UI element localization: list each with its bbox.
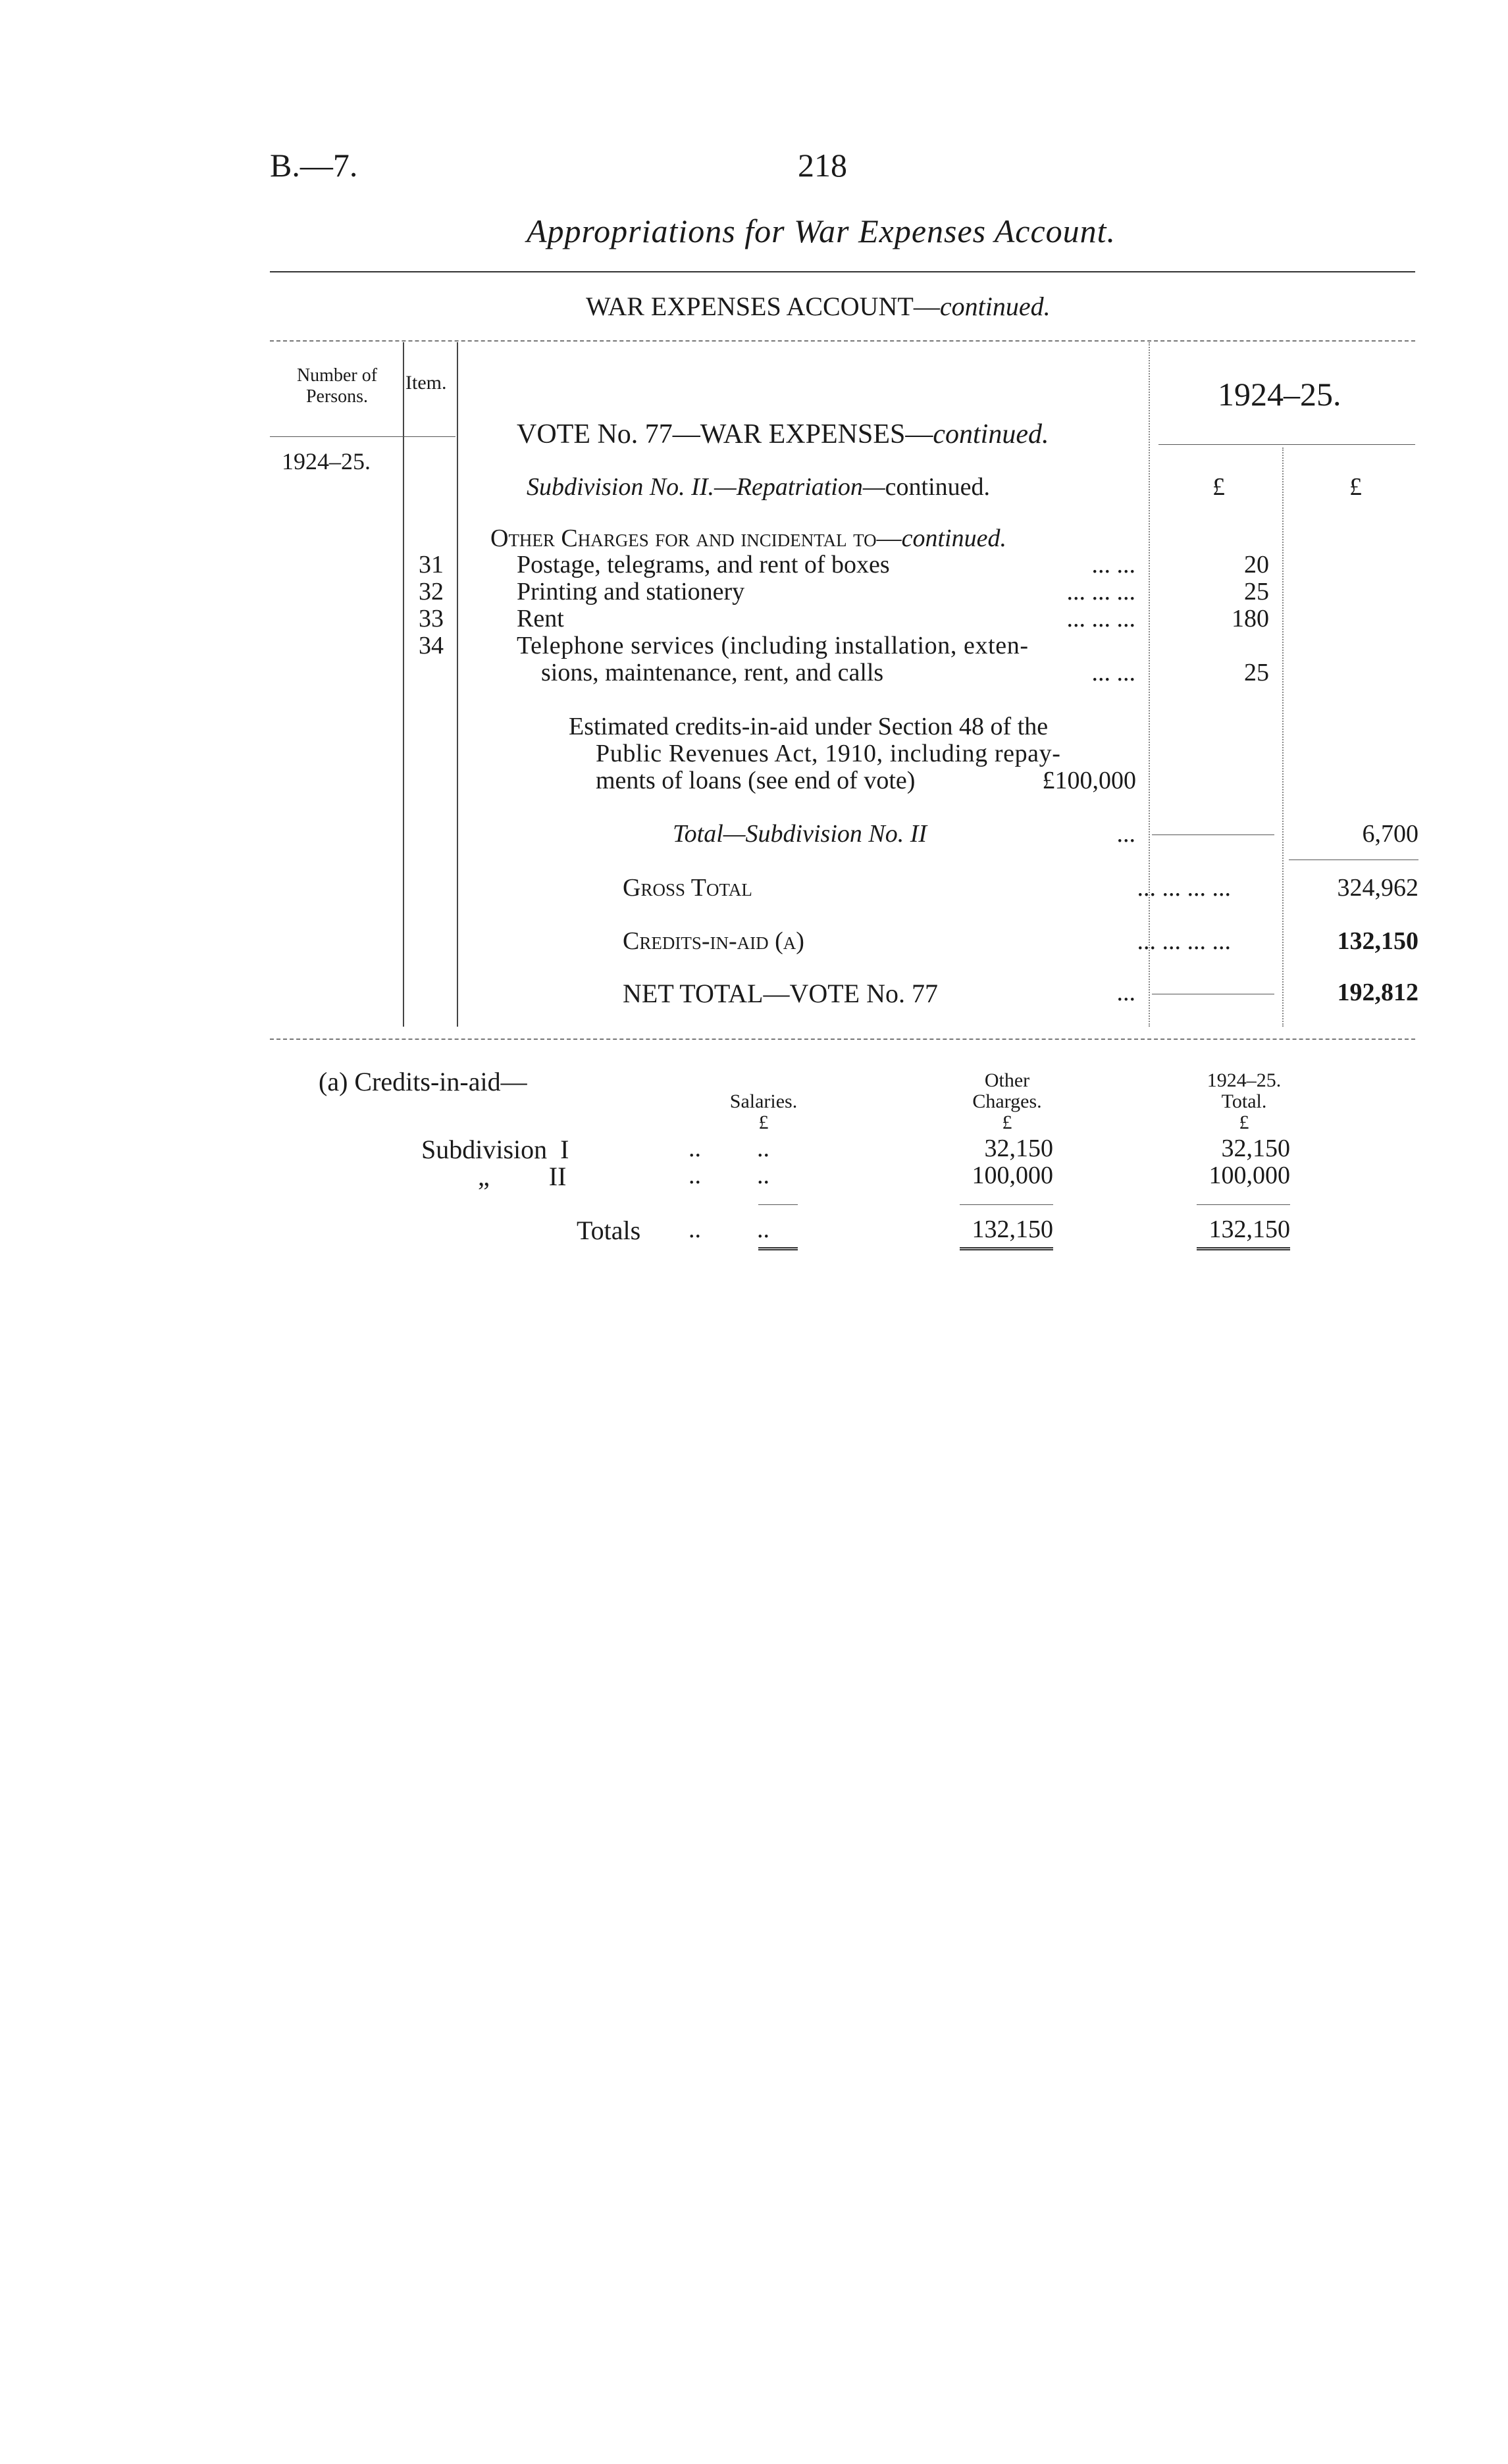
item-label: Printing and stationery <box>517 578 745 605</box>
pound-sign-total: £ <box>1349 473 1362 501</box>
item-number: 34 <box>419 632 444 659</box>
footnote-total-double-rule <box>1197 1247 1290 1250</box>
footnote-totals-dots: .. <box>689 1216 701 1243</box>
item-amount: 25 <box>1244 578 1269 605</box>
item-amount: 25 <box>1244 659 1269 686</box>
footnote-row-total: 32,150 <box>1221 1135 1290 1162</box>
year-header-rule <box>1158 444 1415 445</box>
footnote-salaries-header: Salaries. £ <box>711 1091 816 1133</box>
item-number: 31 <box>419 551 444 578</box>
gross-total-value: 324,962 <box>1337 874 1418 902</box>
year-header: 1924–25. <box>1218 376 1341 413</box>
section-title <box>586 291 1051 322</box>
footnote-row-label: Subdivision I <box>421 1135 569 1164</box>
table-bottom-rule <box>270 1039 1415 1040</box>
item-label: Telephone services (including installation, exten- <box>517 632 1029 659</box>
item-number: 32 <box>419 578 444 605</box>
persons-header-rule <box>270 436 455 437</box>
footnote-other-rule <box>960 1204 1053 1205</box>
vote-title-main: VOTE No. 77—WAR EXPENSES— <box>517 419 933 449</box>
document-reference: B.—7. <box>270 147 358 184</box>
item-leader: ... ... <box>1091 659 1135 686</box>
footnote-total-rule <box>1197 1204 1290 1205</box>
item-number: 33 <box>419 605 444 632</box>
footnote-row-dots: .. <box>757 1162 769 1189</box>
footnote-totals-other: 132,150 <box>972 1216 1053 1243</box>
item-amount: 180 <box>1232 605 1269 632</box>
footnote-row-dots: .. <box>689 1162 701 1189</box>
subdivision-total-label: Total—Subdivision No. II <box>673 820 927 848</box>
vote-title <box>517 419 1049 450</box>
section-title-main: WAR EXPENSES ACCOUNT— <box>586 292 940 321</box>
subdivision-amount-rule <box>1152 834 1274 835</box>
credits-note-amount: £100,000 <box>1042 767 1136 794</box>
item-column-rule <box>457 342 458 1027</box>
net-total-label: NET TOTAL—VOTE No. 77 <box>623 979 938 1008</box>
table-top-rule <box>270 340 1415 342</box>
page-number: 218 <box>798 147 847 184</box>
header-rule <box>270 271 1415 272</box>
credits-in-aid-leader: ... ... ... ... <box>1137 927 1231 955</box>
footnote-totals-dots: .. <box>757 1216 769 1243</box>
credits-note-line-3: ments of loans (see end of vote) <box>596 767 916 794</box>
net-total-leader: ... <box>1116 979 1135 1006</box>
credits-in-aid-label: Credits-in-aid (a) <box>623 927 804 955</box>
credits-note-line-2: Public Revenues Act, 1910, including repay- <box>596 740 1061 767</box>
footnote-row-dots: .. <box>757 1135 769 1162</box>
other-charges-main: Other Charges for and incidental to— <box>490 525 902 552</box>
credits-note-line-1: Estimated credits-in-aid under Section 48 of the <box>569 713 1049 740</box>
persons-column-rule <box>403 342 404 1027</box>
gross-total-label: Gross Total <box>623 874 752 902</box>
vote-title-cont: continued. <box>933 419 1049 449</box>
persons-year: 1924–25. <box>282 448 371 475</box>
footnote-totals-label: Totals <box>577 1216 641 1245</box>
footnote-other-pound: £ <box>1002 1112 1012 1133</box>
item-leader: ... ... ... <box>1066 578 1135 605</box>
item-leader: ... ... <box>1091 551 1135 578</box>
footnote-total-header: 1924–25. Total. £ <box>1185 1070 1303 1133</box>
subdivision-title-italic: Subdivision No. II.—Repatriation— <box>527 473 885 501</box>
footnote-row-other: 32,150 <box>984 1135 1053 1162</box>
footnote-totals-total: 132,150 <box>1209 1216 1290 1243</box>
footnote-other-double-rule <box>960 1247 1053 1250</box>
subdivision-title <box>527 473 990 501</box>
other-charges-heading <box>490 524 1006 553</box>
pound-sign-amount: £ <box>1212 473 1225 501</box>
item-label-continued: sions, maintenance, rent, and calls <box>541 659 884 686</box>
item-leader: ... ... ... <box>1066 605 1135 632</box>
footnote-row-total: 100,000 <box>1209 1162 1290 1189</box>
other-charges-cont: continued. <box>901 525 1006 552</box>
item-label: Rent <box>517 605 564 632</box>
running-title: Appropriations for War Expenses Account. <box>527 213 1116 249</box>
amount-column-rule <box>1149 342 1150 1027</box>
footnote-total-pound: £ <box>1239 1112 1249 1133</box>
footnote-salaries-pound: £ <box>758 1112 769 1133</box>
item-label: Postage, telegrams, and rent of boxes <box>517 551 890 578</box>
item-amount: 20 <box>1244 551 1269 578</box>
footnote-salaries-rule <box>758 1204 798 1205</box>
item-header: Item. <box>405 372 447 394</box>
section-title-cont: continued. <box>939 292 1051 321</box>
footnote-row-label: „ II <box>478 1162 567 1191</box>
footnote-salaries-double-rule <box>758 1247 798 1250</box>
footnote-title: (a) Credits-in-aid— <box>319 1067 527 1096</box>
gross-total-leader: ... ... ... ... <box>1137 874 1231 902</box>
net-total-value: 192,812 <box>1337 979 1418 1006</box>
footnote-row-other: 100,000 <box>972 1162 1053 1189</box>
footnote-row-dots: .. <box>689 1135 701 1162</box>
subdivision-total-leader: ... <box>1116 820 1135 848</box>
credits-in-aid-value: 132,150 <box>1337 927 1418 955</box>
number-of-persons-header: Number of Persons. <box>296 365 378 407</box>
footnote-other-charges-header: Other Charges. £ <box>941 1070 1073 1133</box>
subdivision-total-value: 6,700 <box>1362 820 1418 848</box>
subdivision-title-cont: continued. <box>885 473 991 501</box>
total-column-rule <box>1282 448 1284 1027</box>
